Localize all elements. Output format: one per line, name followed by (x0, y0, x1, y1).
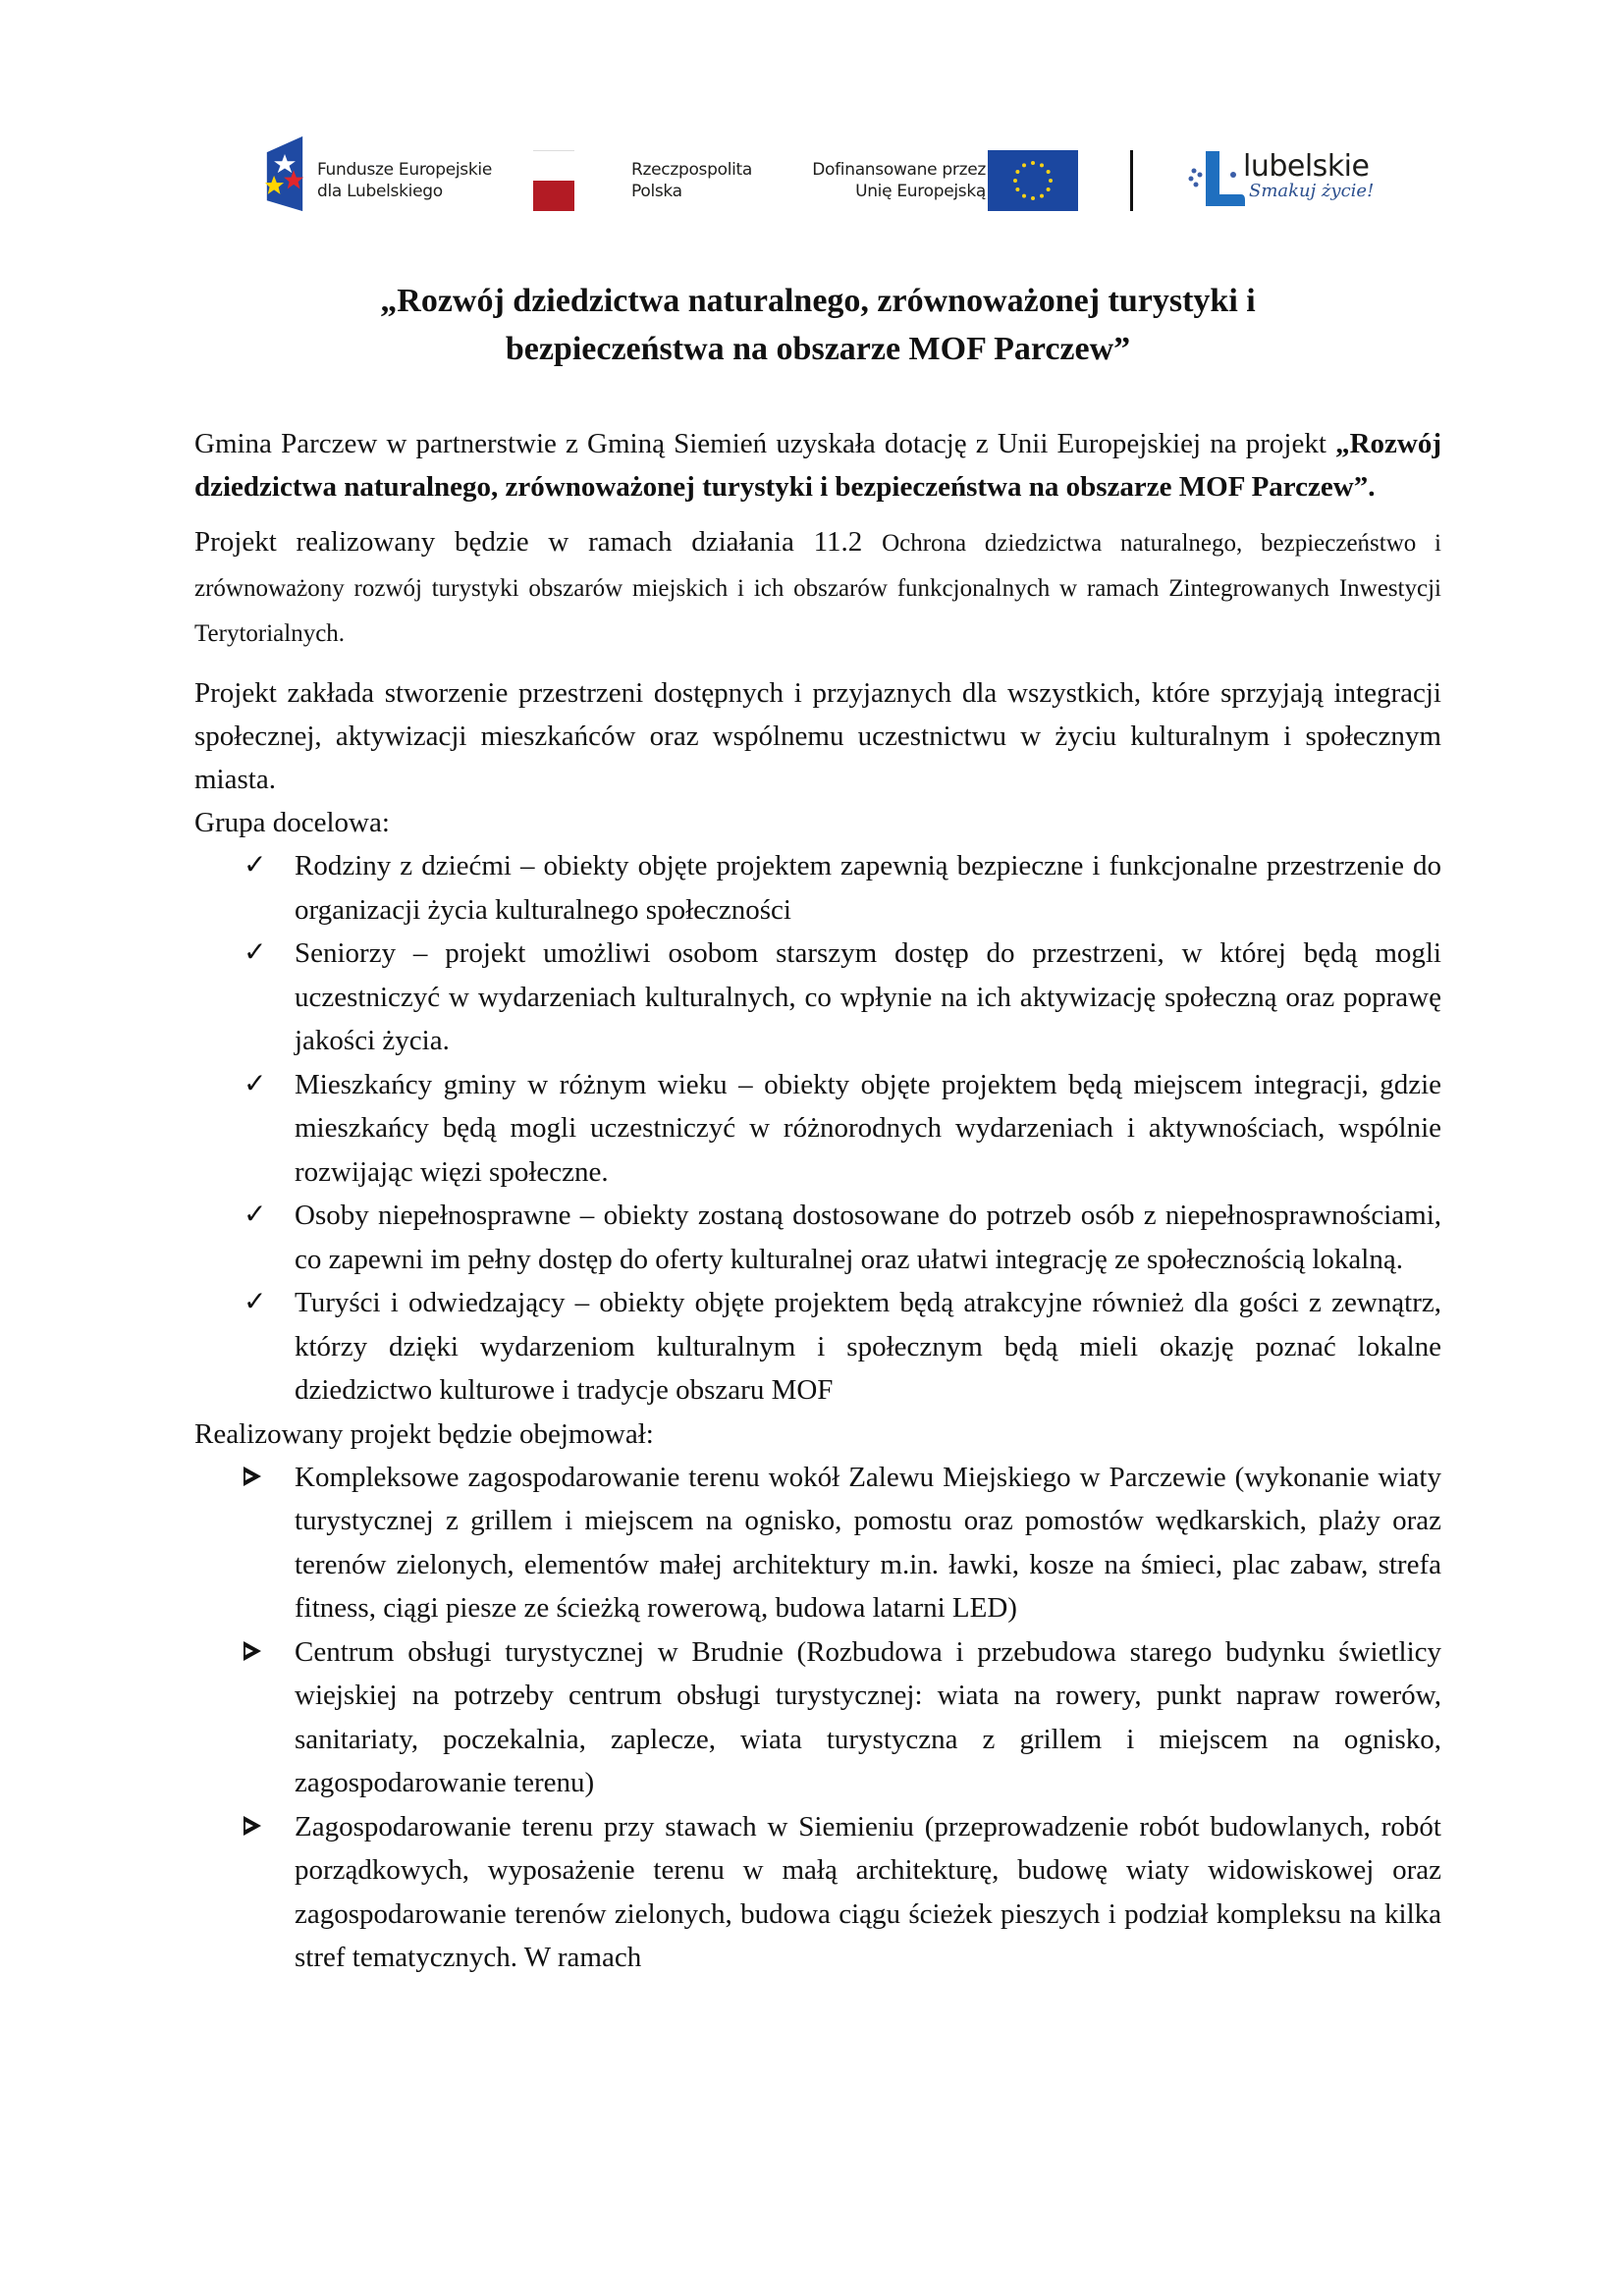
goal-paragraph: Projekt zakłada stworzenie przestrzeni dostępnych i przyjaznych dla wszystkich, które sprzyjają integracji społecznej, aktywizacji mieszkańców oraz wspólnemu uczestnictwu w życiu kulturalnym i społecznym miasta. (194, 677, 1441, 795)
funding-logo-bar (253, 120, 1392, 238)
rzeczpospolita-text: Rzeczpospolita Polska (631, 160, 753, 201)
list-item: ✓ Seniorzy – projekt umożliwi osobom starszym dostęp do przestrzeni, w której będą mogli uczestniczyć w wydarzeniach kulturalnych, co wpłynie na ich aktywizację społeczną oraz poprawę jakości życia. (194, 932, 1441, 1063)
document-body (194, 277, 1441, 1980)
lubelskie-logo: lubelskie Smakuj życie! (1188, 149, 1384, 212)
intro-paragraph: Gmina Parczew w partnerstwie z Gminą Siemień uzyskała dotację z Unii Europejskiej na projekt „Rozwój dziedzictwa naturalnego, zrównoważonej turystyki i bezpieczeństwa na obszarze MOF Parczew”. (194, 428, 1441, 503)
list-item: ✓ Turyści i odwiedzający – obiekty objęte projektem będą atrakcyjne również dla gości z zewnątrz, którzy dzięki wydarzeniom kulturalnym i społecznym będą mieli okazję poznać lokalne dziedzictwo kulturowe i tradycje obszaru MOF (194, 1281, 1441, 1413)
list-item: Kompleksowe zagospodarowanie terenu wokół Zalewu Miejskiego w Parczewie (wykonanie wiaty turystycznej z grillem i miejscem na ognisko, pomostu oraz pomostów wędkarskich, plaży oraz terenów zielonych, elementów małej architektury m.in. ławki, kosze na śmieci, plac zabaw, strefa fitness, ciągi piesze ze ścieżką rowerową, budowa latarni LED) (194, 1456, 1441, 1630)
target-group-list (194, 844, 1441, 1413)
fe-lubelskie-text: Fundusze Europejskie dla Lubelskiego (317, 160, 492, 201)
list-item: ✓ Mieszkańcy gminy w różnym wieku – obiekty objęte projektem będą miejscem integracji, gdzie mieszkańcy będą mogli uczestniczyć w różnorodnych wydarzeniach i aktywnościach, wspólnie rozwijając więzi społeczne. (194, 1063, 1441, 1195)
list-item: Zagospodarowanie terenu przy stawach w Siemieniu (przeprowadzenie robót budowlanych, robót porządkowych, wyposażenie terenu w małą architekturę, budowę wiaty widowiskowej oraz zagospodarowanie terenów zielonych, budowa ciągu ścieżek pieszych i podział kompleksu na kilka stref tematycznych. W ramach (194, 1805, 1441, 1980)
lubelskie-l-icon (1188, 149, 1247, 212)
arrow-bullet-icon (244, 1641, 261, 1661)
checkmark-icon: ✓ (244, 1287, 267, 1317)
fe-stars-icon (265, 133, 304, 214)
checkmark-icon: ✓ (244, 1068, 267, 1099)
eu-flag-icon (988, 150, 1078, 211)
list-item: Centrum obsługi turystycznej w Brudnie (Rozbudowa i przebudowa starego budynku świetlicy wiejskiej na potrzeby centrum obsługi turystycznej: wiata na rowery, punkt napraw rowerów, sanitariaty, poczekalnia, zaplecze, wiata turystyczna z grillem i miejscem na ognisko, zagospodarowanie terenu) (194, 1630, 1441, 1805)
list-item: ✓ Osoby niepełnosprawne – obiekty zostaną dostosowane do potrzeb osób z niepełnosprawnościami, co zapewni im pełny dostęp do oferty kulturalnej oraz ułatwi integrację ze społecznością lokalną. (194, 1194, 1441, 1281)
logo-divider (1130, 150, 1133, 211)
action-paragraph: Projekt realizowany będzie w ramach działania 11.2 Ochrona dziedzictwa naturalnego, bezpieczeństwo i zrównoważony rozwój turystyki obszarów miejskich i ich obszarów funkcjonalnych w ramach Zintegrowanych Inwestycji Terytorialnych. (194, 526, 1441, 647)
checkmark-icon: ✓ (244, 937, 267, 968)
target-group-label: Grupa docelowa: (194, 807, 390, 838)
fe-lubelskie-logo (265, 133, 304, 219)
eu-cofinanced-text: Dofinansowane przez Unię Europejską (812, 160, 986, 201)
polish-flag-icon (533, 150, 574, 212)
document-title: „Rozwój dziedzictwa naturalnego, zrównoważonej turystyki i bezpieczeństwa na obszarze MOF Parczew” (380, 283, 1256, 367)
scope-label: Realizowany projekt będzie obejmował: (194, 1417, 654, 1450)
scope-list (194, 1456, 1441, 1980)
arrow-bullet-icon (244, 1816, 261, 1836)
list-item: ✓ Rodziny z dziećmi – obiekty objęte projektem zapewnią bezpieczne i funkcjonalne przestrzenie do organizacji życia kulturalnego społeczności (194, 844, 1441, 932)
checkmark-icon: ✓ (244, 1200, 267, 1230)
arrow-bullet-icon (244, 1467, 261, 1486)
checkmark-icon: ✓ (244, 850, 267, 881)
